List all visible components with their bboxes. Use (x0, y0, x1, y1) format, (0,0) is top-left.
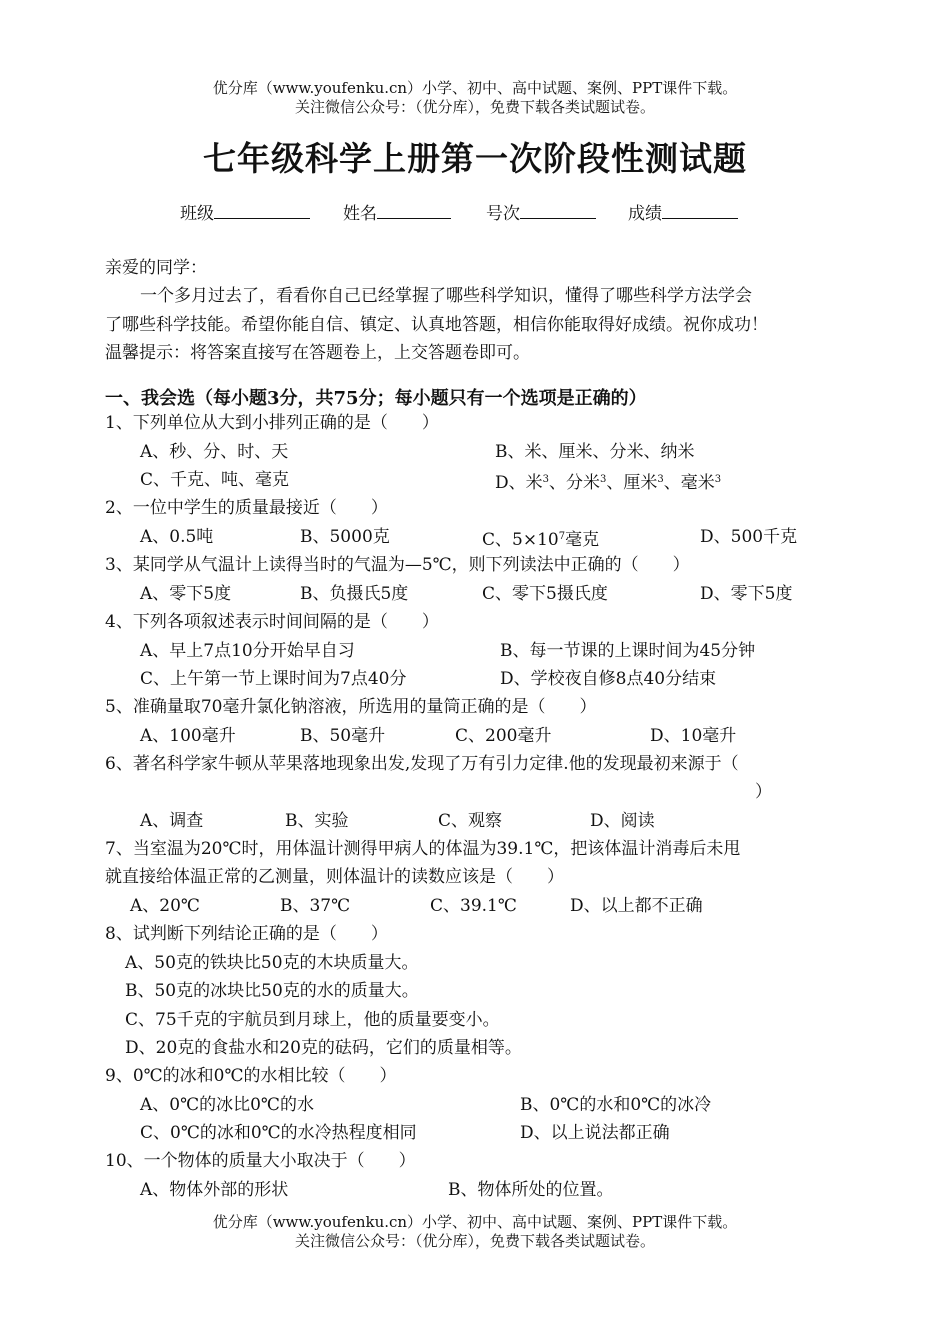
q7-option-d: D、以上都不正确 (570, 896, 703, 916)
q1-d-sup-4: 3 (714, 474, 722, 485)
number-label: 号次 (486, 204, 520, 224)
q1-stem: 1、下列单位从大到小排列正确的是（ ） (105, 413, 439, 433)
q9-option-c: C、0℃的冰和0℃的水冷热程度相同 (140, 1123, 417, 1143)
q10-option-b: B、物体所处的位置。 (448, 1180, 614, 1200)
q3-option-a: A、零下5度 (140, 584, 232, 604)
q1-option-b: B、米、厘米、分米、纳米 (495, 442, 695, 462)
name-label: 姓名 (343, 204, 377, 224)
q6-stem-end: ） (755, 782, 772, 802)
intro-greeting: 亲爱的同学： (105, 258, 207, 278)
q5-stem: 5、准确量取70毫升氯化钠溶液，所选用的量筒正确的是（ ） (105, 697, 597, 717)
q8-stem: 8、试判断下列结论正确的是（ ） (105, 924, 388, 944)
q8-option-d: D、20克的食盐水和20克的砝码，它们的质量相等。 (125, 1038, 522, 1058)
q2-option-b: B、5000克 (300, 527, 390, 547)
score-label: 成绩 (628, 204, 662, 224)
q1-d-part-3: 、厘米 (606, 473, 658, 493)
q2-stem: 2、一位中学生的质量最接近（ ） (105, 498, 388, 518)
intro-para-2: 了哪些科学技能。希望你能自信、镇定、认真地答题，相信你能取得好成绩。祝你成功！ (105, 315, 768, 335)
q9-option-d: D、以上说法都正确 (520, 1123, 670, 1143)
q2-c-pre: C、5×10 (482, 530, 559, 550)
q5-option-c: C、200毫升 (455, 726, 552, 746)
q2-option-d: D、500千克 (700, 527, 798, 547)
q2-c-post: 毫克 (565, 530, 600, 550)
class-field[interactable] (180, 199, 310, 224)
q6-stem: 6、著名科学家牛顿从苹果落地现象出发,发现了万有引力定律.他的发现最初来源于（ (105, 754, 739, 774)
q3-option-c: C、零下5摄氏度 (482, 584, 608, 604)
q1-d-part-2: 、分米 (549, 473, 601, 493)
q4-option-c: C、上午第一节上课时间为7点40分 (140, 669, 407, 689)
q5-option-a: A、100毫升 (140, 726, 236, 746)
q2-option-a: A、0.5吨 (140, 527, 214, 547)
q7-option-c: C、39.1℃ (430, 896, 517, 916)
intro-para-1: 一个多月过去了，看看你自己已经掌握了哪些科学知识，懂得了哪些科学方法学会 (140, 286, 752, 306)
q4-option-b: B、每一节课的上课时间为45分钟 (500, 641, 756, 661)
q4-option-d: D、学校夜自修8点40分结束 (500, 669, 717, 689)
q1-d-sup-3: 3 (657, 474, 664, 485)
score-field[interactable] (628, 199, 738, 224)
q6-option-d: D、阅读 (590, 811, 655, 831)
q6-option-a: A、调查 (140, 811, 204, 831)
section-1-heading: 一、我会选（每小题3分，共75分；每小题只有一个选项是正确的） (105, 388, 647, 409)
q8-option-a: A、50克的铁块比50克的木块质量大。 (125, 953, 419, 973)
intro-tip: 温馨提示：将答案直接写在答题卷上，上交答题卷即可。 (105, 343, 530, 363)
q7-option-b: B、37℃ (280, 896, 351, 916)
q1-option-c: C、千克、吨、毫克 (140, 470, 290, 490)
name-blank[interactable] (377, 202, 451, 219)
q5-option-b: B、50毫升 (300, 726, 386, 746)
name-field[interactable] (343, 199, 451, 224)
q7-option-a: A、20℃ (130, 896, 200, 916)
q6-option-c: C、观察 (438, 811, 503, 831)
q1-option-a: A、秒、分、时、天 (140, 442, 289, 462)
number-blank[interactable] (520, 202, 596, 219)
q9-stem: 9、0℃的冰和0℃的水相比较（ ） (105, 1066, 397, 1086)
header-line-1: 优分库（www.youfenku.cn）小学、初中、高中试题、案例、PPT课件下载。 (212, 79, 738, 97)
q1-d-prefix: D、 (495, 473, 526, 493)
q7-stem-2: 就直接给体温正常的乙测量，则体温计的读数应该是（ ） (105, 867, 564, 887)
q1-d-part-1: 米 (525, 473, 543, 493)
q10-stem: 10、一个物体的质量大小取决于（ ） (105, 1151, 416, 1171)
q4-stem: 4、下列各项叙述表示时间间隔的是（ ） (105, 612, 439, 632)
page-title: 七年级科学上册第一次阶段性测试题 (203, 139, 747, 178)
q9-option-b: B、0℃的水和0℃的冰冷 (520, 1095, 712, 1115)
score-blank[interactable] (662, 202, 738, 219)
q6-option-b: B、实验 (285, 811, 349, 831)
q1-d-part-4: 、毫米 (663, 473, 715, 493)
header-line-2: 关注微信公众号：（优分库），免费下载各类试题试卷。 (294, 98, 655, 116)
q3-stem: 3、某同学从气温计上读得当时的气温为—5℃，则下列读法中正确的（ ） (105, 555, 690, 575)
class-blank[interactable] (214, 202, 310, 219)
q10-option-a: A、物体外部的形状 (140, 1180, 289, 1200)
q1-d-sup-2: 3 (600, 474, 607, 485)
q8-option-b: B、50克的冰块比50克的水的质量大。 (125, 981, 419, 1001)
footer-line-2: 关注微信公众号：（优分库），免费下载各类试题试卷。 (294, 1232, 655, 1250)
q8-option-c: C、75千克的宇航员到月球上，他的质量要变小。 (125, 1010, 500, 1030)
q7-stem-1: 7、当室温为20℃时，用体温计测得甲病人的体温为39.1℃，把该体温计消毒后未甩 (105, 839, 741, 859)
q3-option-b: B、负摄氏5度 (300, 584, 409, 604)
q5-option-d: D、10毫升 (650, 726, 737, 746)
number-field[interactable] (486, 199, 596, 224)
q9-option-a: A、0℃的冰比0℃的水 (140, 1095, 314, 1115)
q4-option-a: A、早上7点10分开始早自习 (140, 641, 355, 661)
footer-line-1: 优分库（www.youfenku.cn）小学、初中、高中试题、案例、PPT课件下载。 (212, 1213, 738, 1231)
q2-option-c (482, 527, 599, 550)
class-label: 班级 (180, 204, 214, 224)
q3-option-d: D、零下5度 (700, 584, 793, 604)
q1-option-d (495, 470, 721, 493)
q1-d-sup-1: 3 (542, 474, 550, 485)
q2-c-sup: 7 (558, 531, 566, 542)
